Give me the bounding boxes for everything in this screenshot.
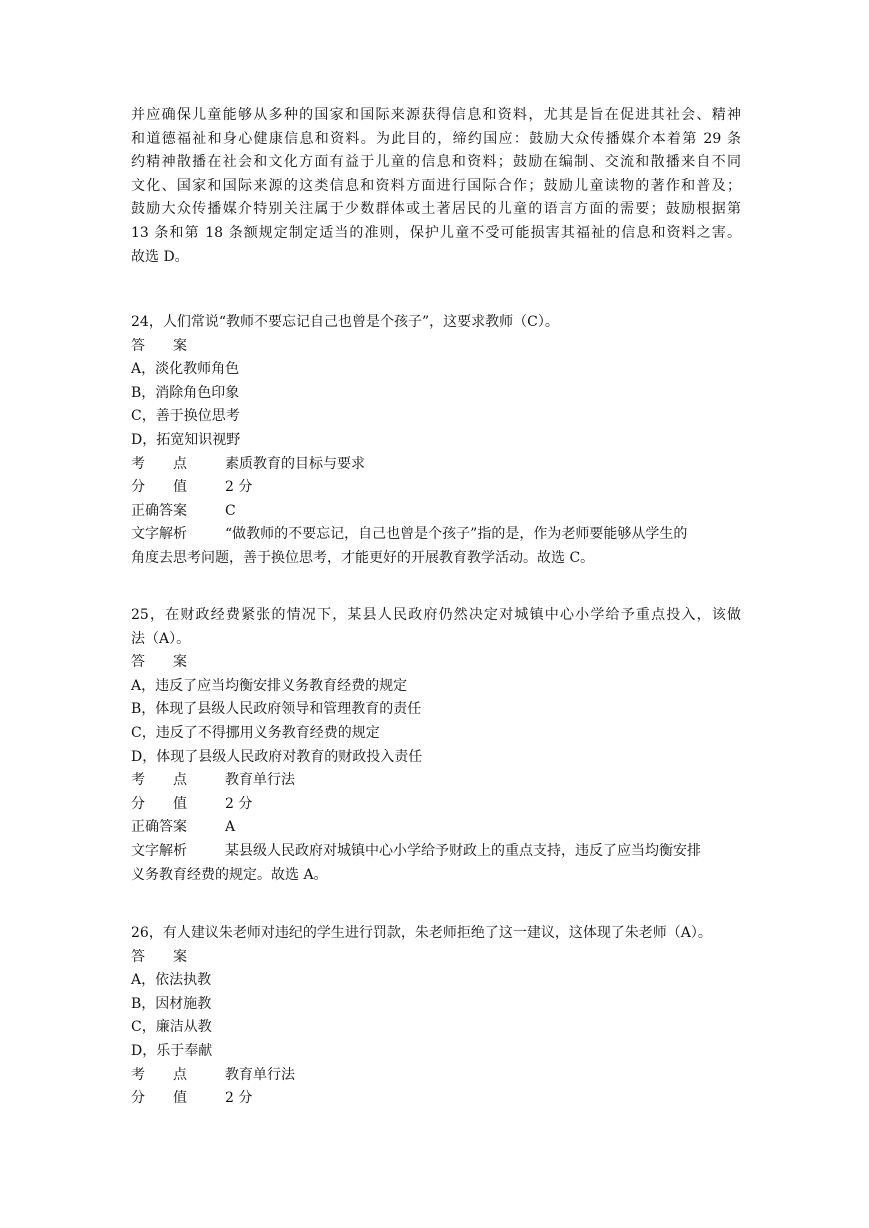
kaodian-value: 教育单行法 — [225, 1066, 295, 1083]
question-25 — [131, 604, 741, 887]
correct-answer-value: C — [225, 502, 236, 519]
question-stem: 26，有人建议朱老师对违纪的学生进行罚款，朱老师拒绝了这一建议，这体现了朱老师（A）。 — [131, 925, 712, 941]
intro-line: 文化、国家和国际来源的这类信息和资料方面进行国际合作；鼓励儿童读物的著作和普及； — [131, 177, 741, 194]
correct-answer-label: 正确答案 — [131, 502, 187, 519]
score-row — [131, 793, 741, 817]
intro-line: 和道德福祉和身心健康信息和资料。为此目的，缔约国应：鼓励大众传播媒介本着第 29 条 — [131, 130, 741, 147]
correct-answer-value: A — [225, 819, 236, 836]
option-c: C，违反了不得挪用义务教育经费的规定 — [131, 724, 380, 741]
analysis-text: “做教师的不要忘记，自己也曾是个孩子”指的是，作为老师要能够从学生的 — [225, 526, 688, 543]
option-a: A，违反了应当均衡安排义务教育经费的规定 — [131, 677, 408, 694]
analysis-label: 文字解析 — [131, 526, 187, 543]
question-stem: 25，在财政经费紧张的情况下，某县人民政府仍然决定对城镇中心小学给予重点投入，该做 — [131, 607, 741, 623]
answer-header-label: 答 案 — [131, 948, 187, 965]
score-value: 2 分 — [225, 1090, 253, 1107]
intro-paragraph — [131, 104, 741, 269]
analysis-row — [131, 840, 741, 864]
option-a: A，淡化教师角色 — [131, 361, 240, 378]
intro-line: 并应确保儿童能够从多种的国家和国际来源获得信息和资料，尤其是旨在促进其社会、精神 — [131, 107, 741, 123]
correct-answer-row — [131, 816, 741, 840]
answer-header-label: 答 案 — [131, 337, 187, 354]
correct-answer-label: 正确答案 — [131, 819, 187, 836]
option-b: B，因材施教 — [131, 995, 212, 1012]
option-c: C，善于换位思考 — [131, 408, 240, 425]
intro-line: 鼓励大众传播媒介特别关注属于少数群体或土著居民的儿童的语言方面的需要；鼓励根据第 — [131, 201, 741, 218]
kaodian-label: 考 点 — [131, 1066, 187, 1083]
option-a: A，依法执教 — [131, 972, 212, 989]
question-26 — [131, 922, 741, 1111]
score-label: 分 值 — [131, 795, 187, 812]
kaodian-value: 教育单行法 — [225, 772, 295, 789]
score-label: 分 值 — [131, 1090, 187, 1107]
kaodian-row — [131, 453, 741, 477]
kaodian-row — [131, 769, 741, 793]
question-stem: 24，人们常说“教师不要忘记自己也曾是个孩子”，这要求教师（C）。 — [131, 314, 559, 330]
kaodian-row — [131, 1064, 741, 1088]
intro-line: 13 条和第 18 条额规定制定适当的准则，保护儿童不受可能损害其福祉的信息和资料之害。 — [131, 224, 741, 241]
option-b: B，消除角色印象 — [131, 384, 240, 401]
score-row — [131, 1087, 741, 1111]
analysis-label: 文字解析 — [131, 842, 187, 859]
question-24 — [131, 311, 741, 571]
option-b: B，体现了县级人民政府领导和管理教育的责任 — [131, 701, 422, 718]
score-row — [131, 476, 741, 500]
analysis-text: 某县级人民政府对城镇中心小学给予财政上的重点支持，违反了应当均衡安排 — [225, 842, 701, 859]
kaodian-label: 考 点 — [131, 772, 187, 789]
option-d: D，体现了县级人民政府对教育的财政投入责任 — [131, 748, 423, 765]
answer-header-label: 答 案 — [131, 654, 187, 671]
analysis-row — [131, 523, 741, 547]
score-label: 分 值 — [131, 479, 187, 496]
analysis-text: 角度去思考问题，善于换位思考，才能更好的开展教育教学活动。故选 C。 — [131, 549, 595, 566]
intro-line: 约精神散播在社会和文化方面有益于儿童的信息和资料；鼓励在编制、交流和散播来自不同 — [131, 154, 741, 171]
option-d: D，拓宽知识视野 — [131, 431, 241, 448]
kaodian-value: 素质教育的目标与要求 — [225, 455, 365, 472]
correct-answer-row — [131, 500, 741, 524]
option-d: D，乐于奉献 — [131, 1042, 213, 1059]
score-value: 2 分 — [225, 479, 253, 496]
option-c: C，廉洁从教 — [131, 1019, 212, 1036]
score-value: 2 分 — [225, 795, 253, 812]
analysis-text: 义务教育经费的规定。故选 A。 — [131, 866, 328, 883]
kaodian-label: 考 点 — [131, 455, 187, 472]
intro-line: 故选 D。 — [131, 248, 189, 265]
question-stem: 法（A）。 — [131, 630, 191, 647]
